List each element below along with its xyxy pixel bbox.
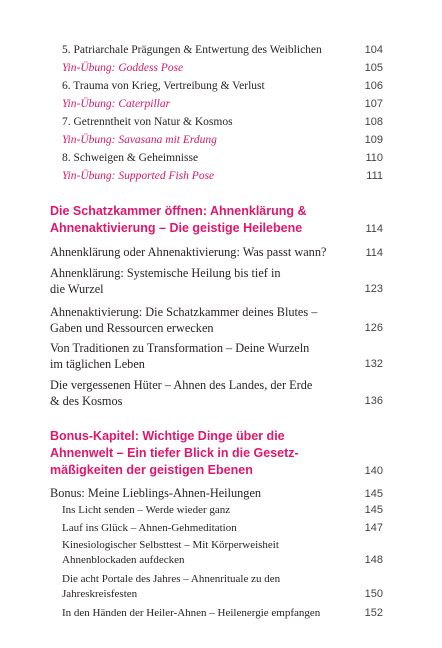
toc-entry-title: Lauf ins Glück – Ahnen-Gehmeditation — [62, 522, 237, 534]
toc-entry — [62, 78, 383, 94]
page-number: 136 — [364, 395, 383, 407]
page-number: 111 — [366, 170, 383, 182]
toc-entry-title: Die acht Portale des Jahres – Ahnenrituale zu den — [62, 573, 281, 585]
toc-entry — [50, 340, 383, 372]
chapter-heading-line: Die Schatzkammer öffnen: Ahnenklärung & — [50, 204, 307, 218]
page-number: 114 — [365, 247, 383, 259]
chapter-heading — [50, 203, 383, 238]
page-number: 140 — [364, 465, 383, 477]
chapter-heading-line: mäßigkeiten der geistigen Ebenen — [50, 463, 253, 477]
page-number: 123 — [364, 283, 383, 295]
page-number: 147 — [364, 522, 383, 534]
toc-entry — [62, 572, 383, 602]
page-number: 109 — [364, 134, 383, 146]
toc-entry-title: Yin-Übung: Caterpillar — [62, 98, 171, 110]
toc-entry-title: 8. Schweigen & Geheimnisse — [62, 152, 199, 164]
toc-entry — [50, 377, 383, 409]
toc-entry — [62, 42, 383, 58]
toc-entry-title-cont: im täglichen Leben — [50, 357, 145, 371]
toc-entry — [62, 606, 383, 621]
toc-entry-title-cont: & des Kosmos — [50, 394, 123, 408]
toc-entry — [62, 521, 383, 536]
chapter-heading-line: Ahnenwelt – Ein tiefer Blick in die Gesetz- — [50, 446, 299, 460]
page-number: 150 — [364, 588, 383, 600]
page-number: 145 — [364, 488, 383, 500]
toc-entry-title: Von Traditionen zu Transformation – Deine Wurzeln — [50, 341, 310, 355]
toc-entry — [50, 265, 383, 297]
toc-entry — [50, 485, 383, 502]
toc-entry-title: Kinesiologischer Selbsttest – Mit Körperweisheit — [62, 539, 279, 551]
toc-entry-title: Ahnenklärung oder Ahnenaktivierung: Was passt wann? — [50, 245, 327, 259]
toc-entry — [62, 114, 383, 130]
page-number: 108 — [364, 116, 383, 128]
toc-entry-title: 5. Patriarchale Prägungen & Entwertung des Weiblichen — [62, 44, 322, 56]
toc-entry-title-cont: Ahnenblockaden aufdecken — [62, 554, 185, 566]
toc-entry — [50, 244, 383, 261]
page-number: 132 — [364, 358, 383, 370]
chapter-heading-line: Bonus-Kapitel: Wichtige Dinge über die — [50, 429, 285, 443]
toc-entry-title: In den Händen der Heiler-Ahnen – Heilenergie empfangen — [62, 607, 321, 619]
chapter-heading-line: Ahnenaktivierung – Die geistige Heilebene — [50, 221, 303, 235]
chapter-heading — [50, 428, 383, 480]
page-number: 104 — [364, 44, 383, 56]
toc-entry-title-cont: Gaben und Ressourcen erwecken — [50, 321, 214, 335]
toc-entry-title: 7. Getrenntheit von Natur & Kosmos — [62, 116, 233, 128]
toc-entry-exercise — [62, 96, 383, 112]
page-number: 126 — [364, 322, 383, 334]
toc-entry-title: Ahnenaktivierung: Die Schatzkammer deines Blutes – — [50, 305, 318, 319]
toc-entry-exercise — [62, 168, 383, 184]
toc-entry-title: Ins Licht senden – Werde wieder ganz — [62, 504, 231, 516]
page-number: 107 — [364, 98, 383, 110]
page-number: 105 — [364, 62, 383, 74]
page-number: 148 — [364, 554, 383, 566]
toc-entry-title: Bonus: Meine Lieblings-Ahnen-Heilungen — [50, 486, 262, 500]
toc-entry-exercise — [62, 132, 383, 148]
toc-entry-exercise — [62, 60, 383, 76]
toc-entry — [50, 304, 383, 336]
page-number: 106 — [364, 80, 383, 92]
toc-entry — [62, 503, 383, 518]
toc-entry-title: 6. Trauma von Krieg, Vertreibung & Verlust — [62, 80, 265, 92]
page-number: 114 — [365, 223, 383, 235]
toc-entry-title-cont: die Wurzel — [50, 282, 104, 296]
toc-entry-title: Ahnenklärung: Systemische Heilung bis tief in — [50, 266, 281, 280]
toc-entry-title: Yin-Übung: Savasana mit Erdung — [62, 134, 217, 146]
page-number: 152 — [364, 607, 383, 619]
toc-entry — [62, 538, 383, 568]
toc-entry-title-cont: Jahreskreisfesten — [62, 588, 138, 600]
toc-entry-title: Yin-Übung: Supported Fish Pose — [62, 170, 215, 182]
page-number: 110 — [365, 152, 383, 164]
toc-entry — [62, 150, 383, 166]
toc-entry-title: Yin-Übung: Goddess Pose — [62, 62, 184, 74]
page-number: 145 — [364, 504, 383, 516]
toc-entry-title: Die vergessenen Hüter – Ahnen des Landes, der Erde — [50, 378, 313, 392]
